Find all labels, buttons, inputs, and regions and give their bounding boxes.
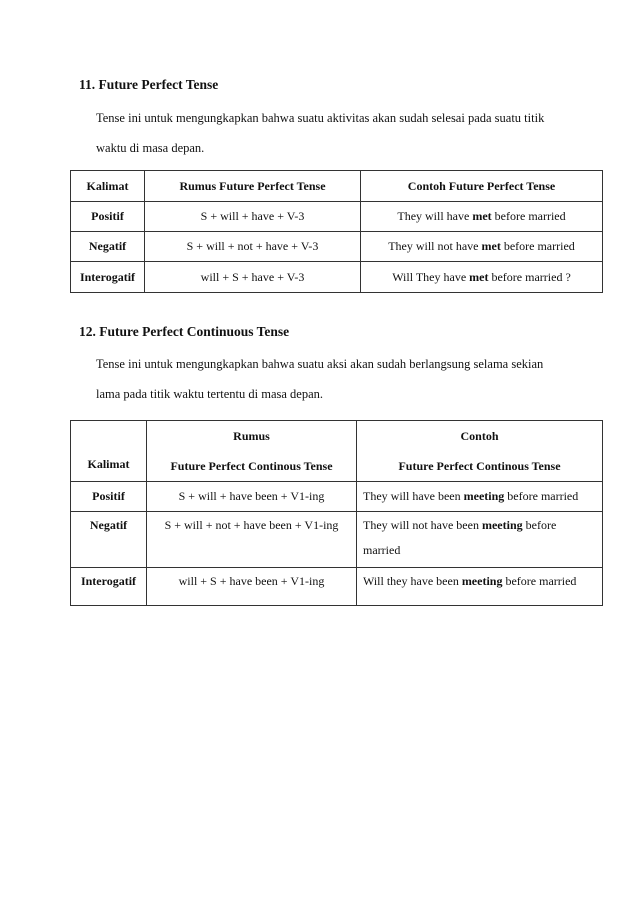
contoh-line2: married: [363, 543, 401, 557]
contoh-text: before married: [504, 489, 579, 503]
cell-contoh: [361, 232, 603, 262]
table-row: [71, 568, 603, 606]
cell-rumus: will + S + have been + V1-ing: [147, 568, 357, 606]
contoh-verb: met: [472, 209, 492, 223]
header-contoh: Contoh Future Perfect Tense: [361, 171, 603, 202]
header-contoh: [357, 421, 603, 482]
table-header-row: [71, 171, 603, 202]
header-rumus: Rumus Future Perfect Tense: [145, 171, 361, 202]
cell-contoh: [361, 262, 603, 293]
cell-kalimat: Interogatif: [71, 568, 147, 606]
header-rumus-line1: Rumus: [233, 429, 270, 443]
contoh-text: before married ?: [488, 269, 571, 284]
cell-contoh: [357, 568, 603, 606]
table-row: [71, 202, 603, 232]
cell-rumus: S + will + not + have been + V1-ing: [147, 512, 357, 568]
header-rumus-line2: Future Perfect Continous Tense: [170, 459, 333, 473]
cell-contoh: [357, 482, 603, 512]
table-row: [71, 262, 603, 293]
contoh-line1: [363, 518, 598, 532]
cell-kalimat: Negatif: [71, 232, 145, 262]
header-rumus: [147, 421, 357, 482]
contoh-verb: met: [469, 269, 489, 284]
contoh-text: They will have: [397, 209, 473, 223]
table-header-row: [71, 421, 603, 482]
table-row: [71, 232, 603, 262]
contoh-text: Will they have been: [363, 574, 462, 588]
contoh-text: before married: [491, 209, 566, 223]
table-row: [71, 512, 603, 568]
header-contoh-line1: Contoh: [460, 429, 499, 443]
cell-rumus: S + will + have + V-3: [145, 202, 361, 232]
contoh-text: Will They have: [392, 269, 470, 284]
section-11-heading: 11. Future Perfect Tense: [79, 77, 219, 92]
cell-rumus: S + will + not + have + V-3: [145, 232, 361, 262]
contoh-text: They will not have: [388, 239, 482, 253]
header-contoh-line2: Future Perfect Continous Tense: [398, 459, 561, 473]
contoh-text: before married: [502, 574, 577, 588]
future-perfect-table: [70, 170, 603, 293]
contoh-verb: meeting: [463, 489, 505, 503]
cell-rumus: will + S + have + V-3: [145, 262, 361, 293]
section-12-description-line1: Tense ini untuk mengungkapkan bahwa suatu aksi akan sudah berlangsung selama sekian: [96, 357, 544, 371]
section-12-description-line2: lama pada titik waktu tertentu di masa depan.: [96, 387, 324, 401]
contoh-verb: met: [481, 239, 501, 253]
header-kalimat: Kalimat: [71, 421, 147, 482]
cell-kalimat: Interogatif: [71, 262, 145, 293]
contoh-verb: meeting: [461, 574, 503, 588]
cell-kalimat: Negatif: [71, 512, 147, 568]
contoh-text: before: [522, 518, 557, 532]
header-kalimat: Kalimat: [71, 171, 145, 202]
cell-kalimat: Positif: [71, 482, 147, 512]
contoh-text: They will not have been: [363, 518, 482, 532]
table-row: [71, 482, 603, 512]
section-11-description-line1: Tense ini untuk mengungkapkan bahwa suatu aktivitas akan sudah selesai pada suatu titik: [96, 111, 545, 125]
contoh-text: They will have been: [363, 489, 464, 503]
contoh-verb: meeting: [481, 518, 523, 532]
cell-kalimat: Positif: [71, 202, 145, 232]
section-12-heading: 12. Future Perfect Continuous Tense: [79, 324, 290, 339]
section-11-description-line2: waktu di masa depan.: [96, 141, 205, 155]
future-perfect-continuous-table: [70, 420, 603, 606]
cell-rumus: S + will + have been + V1-ing: [147, 482, 357, 512]
cell-contoh: [361, 202, 603, 232]
cell-contoh: [357, 512, 603, 568]
contoh-text: before married: [500, 239, 575, 253]
